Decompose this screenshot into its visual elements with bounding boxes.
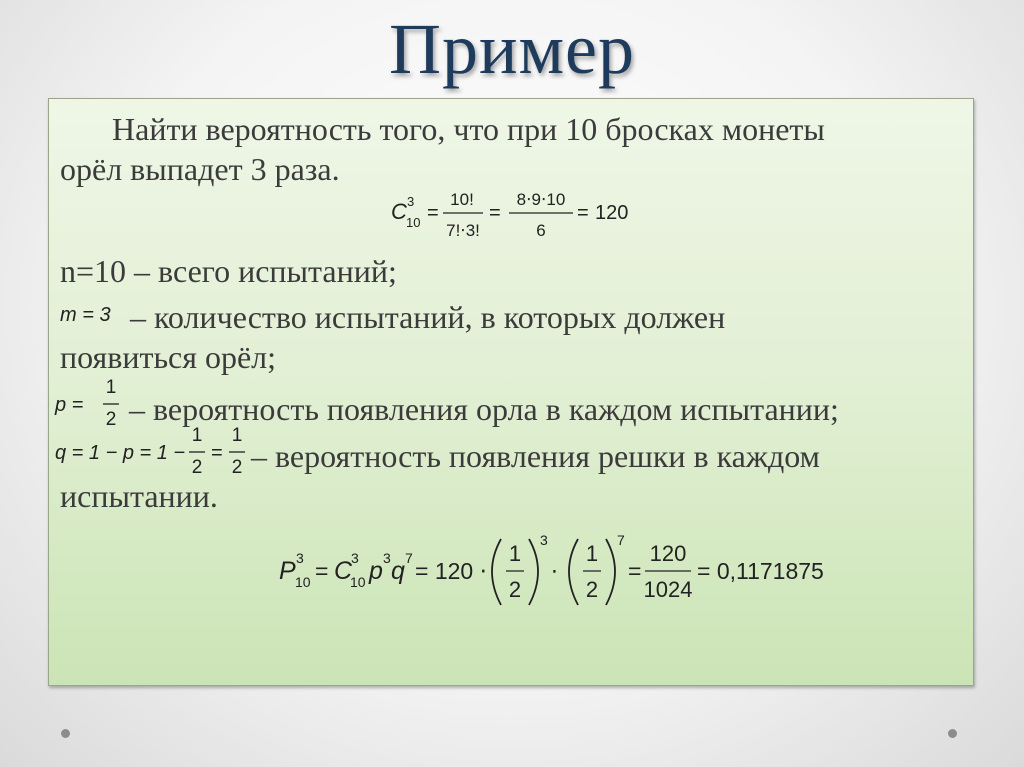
frac1-num: 10! (450, 190, 474, 209)
q-text: – вероятность появления решки в каждом (251, 438, 820, 474)
svg-text:=: = (577, 202, 589, 224)
svg-text:1: 1 (105, 377, 117, 398)
q-text-2: испытании. (60, 478, 218, 514)
svg-text:2: 2 (105, 409, 117, 430)
svg-text:⋅: ⋅ (551, 559, 558, 584)
binom-result: 120 (595, 202, 629, 224)
bernoulli-formula (279, 523, 824, 618)
frac2-num: 8⋅9⋅10 (516, 190, 566, 209)
n-line: n=10 – всего испытаний; (60, 253, 397, 289)
binomial-coefficient-formula (391, 187, 651, 247)
svg-text:m = 3: m = 3 (60, 304, 111, 326)
svg-text:7: 7 (617, 532, 625, 548)
problem-line-1: Найти вероятность того, что при 10 бросках монеты (112, 111, 825, 147)
svg-text:C: C (334, 557, 353, 585)
svg-text:=: = (211, 442, 223, 464)
svg-text:1: 1 (508, 541, 522, 566)
svg-text:2: 2 (231, 457, 243, 478)
svg-text:= 0,1171875: = 0,1171875 (697, 558, 824, 584)
svg-text:3: 3 (351, 550, 359, 566)
q-formula (55, 421, 255, 483)
svg-text:P: P (279, 557, 296, 585)
slide-dot-left (61, 729, 70, 738)
binom-sub: 10 (406, 215, 421, 230)
svg-text:3: 3 (383, 550, 391, 566)
svg-text:10: 10 (295, 574, 311, 590)
p-text: – вероятность появления орла в каждом испытании; (129, 391, 839, 427)
svg-text:=: = (315, 558, 329, 584)
content-box (48, 98, 974, 686)
frac2-den: 6 (536, 221, 546, 240)
svg-text:1: 1 (191, 425, 203, 446)
m-text-2: появиться орёл; (60, 339, 277, 375)
svg-text:2: 2 (508, 577, 522, 602)
binom-sup: 3 (407, 194, 415, 209)
slide-dot-right (948, 729, 957, 738)
svg-text:1: 1 (585, 541, 599, 566)
frac1-den: 7!⋅3! (446, 221, 480, 240)
svg-text:1: 1 (231, 425, 243, 446)
svg-text:3: 3 (296, 550, 304, 566)
svg-text:p: p (369, 557, 383, 585)
svg-text:2: 2 (585, 577, 599, 602)
svg-text:10: 10 (350, 574, 366, 590)
svg-text:p =: p = (55, 394, 84, 416)
m-text: – количество испытаний, в которых должен (130, 299, 726, 335)
problem-line-2: орёл выпадет 3 раза. (60, 151, 340, 187)
svg-text:= 120 ⋅: = 120 ⋅ (415, 558, 487, 584)
svg-text:=: = (489, 202, 501, 224)
svg-text:3: 3 (540, 532, 548, 548)
binom-C: C (391, 199, 407, 224)
slide-title: Пример (388, 9, 636, 89)
svg-text:7: 7 (405, 550, 413, 566)
m-formula (60, 299, 140, 329)
svg-text:q: q (391, 557, 405, 585)
svg-text:q = 1 − p = 1 −: q = 1 − p = 1 − (55, 442, 186, 464)
svg-text:120: 120 (649, 541, 687, 566)
svg-text:2: 2 (191, 457, 203, 478)
svg-text:=: = (427, 202, 439, 224)
svg-text:=: = (628, 558, 642, 584)
svg-text:1024: 1024 (643, 577, 693, 602)
